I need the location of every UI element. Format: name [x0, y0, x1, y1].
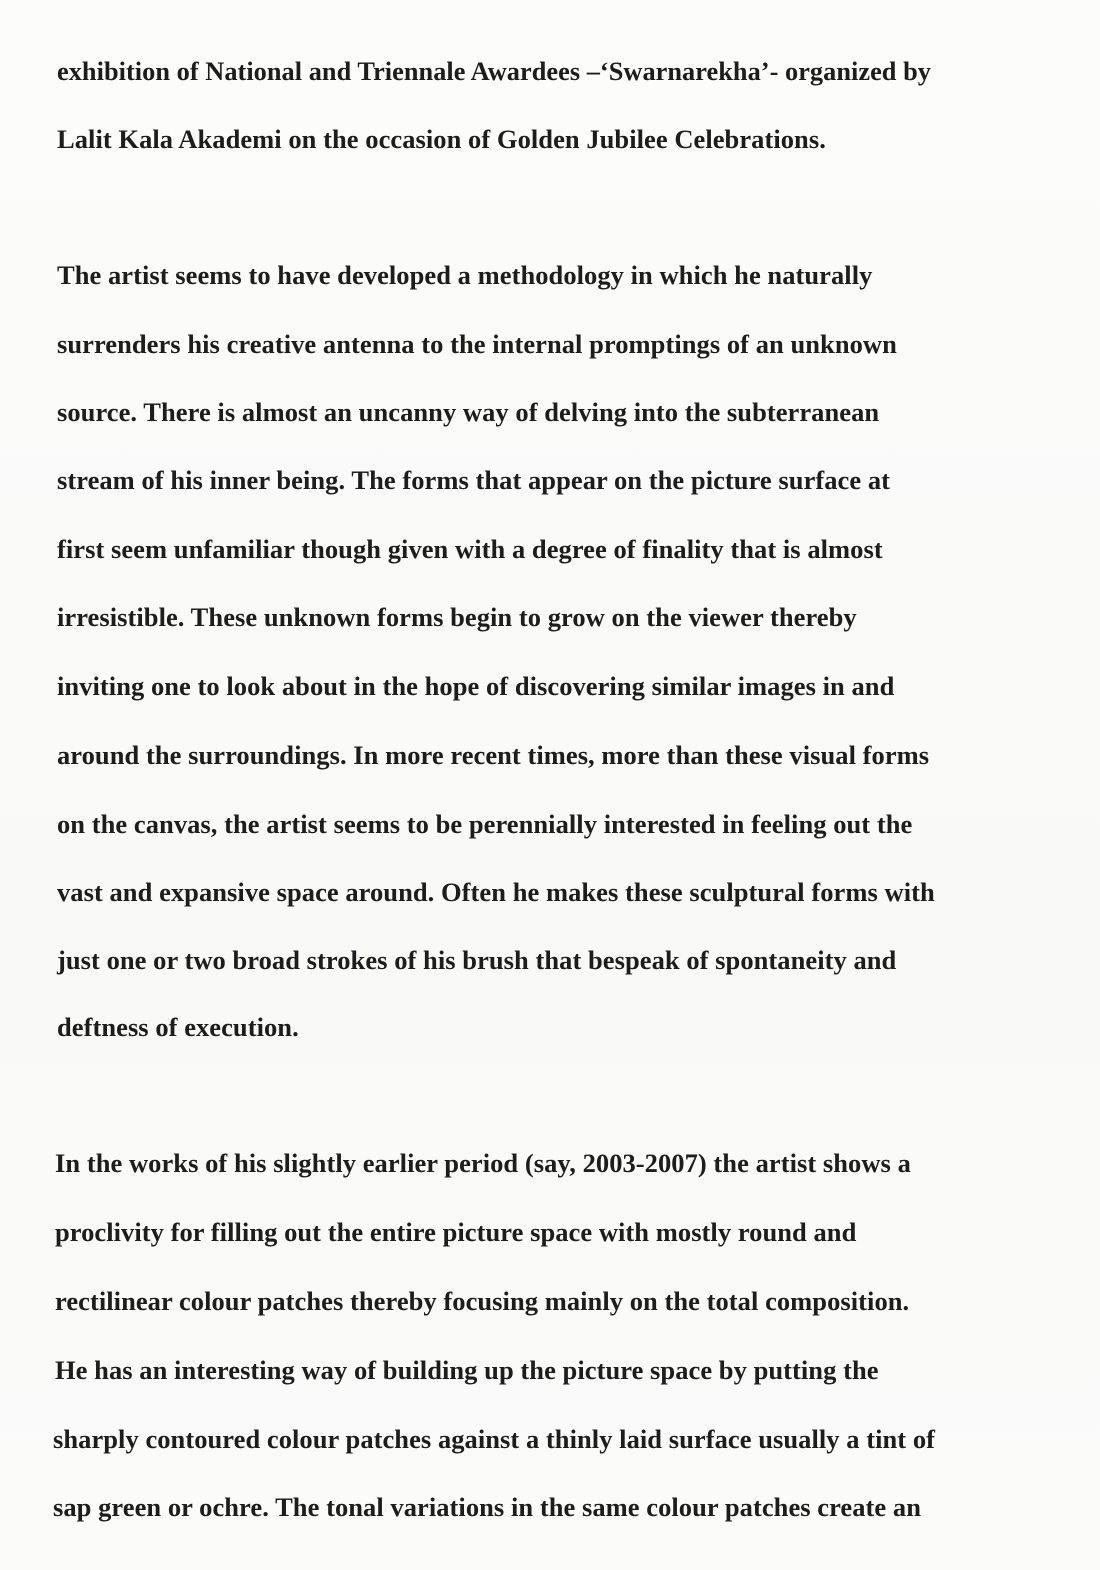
- text-line: He has an interesting way of building up the picture space by putting the: [55, 1355, 879, 1385]
- text-line: rectilinear colour patches thereby focusing mainly on the total composition.: [55, 1286, 910, 1316]
- text-line: surrenders his creative antenna to the internal promptings of an unknown: [57, 329, 897, 359]
- text-line: sharply contoured colour patches against a thinly laid surface usually a tint of: [53, 1424, 936, 1454]
- text-line: inviting one to look about in the hope of discovering similar images in and: [57, 671, 895, 701]
- text-line: first seem unfamiliar though given with a degree of finality that is almost: [57, 534, 883, 564]
- text-line: just one or two broad strokes of his brush that bespeak of spontaneity and: [57, 945, 897, 975]
- text-line: Lalit Kala Akademi on the occasion of Golden Jubilee Celebrations.: [57, 124, 826, 154]
- text-line: proclivity for filling out the entire picture space with mostly round and: [55, 1217, 857, 1247]
- text-line: on the canvas, the artist seems to be perennially interested in feeling out the: [57, 809, 913, 839]
- text-line: vast and expansive space around. Often he makes these sculptural forms with: [57, 877, 935, 907]
- text-line: around the surroundings. In more recent times, more than these visual forms: [57, 740, 930, 770]
- text-line: source. There is almost an uncanny way of delving into the subterranean: [57, 397, 880, 427]
- text-line: In the works of his slightly earlier period (say, 2003-2007) the artist shows a: [55, 1148, 911, 1178]
- text-line: exhibition of National and Triennale Awardees –‘Swarnarekha’- organized by: [57, 57, 931, 86]
- text-line: stream of his inner being. The forms that appear on the picture surface at: [57, 465, 891, 495]
- text-line: sap green or ochre. The tonal variations in the same colour patches create an: [53, 1492, 921, 1522]
- text-line: The artist seems to have developed a methodology in which he naturally: [57, 260, 873, 290]
- text-line: irresistible. These unknown forms begin to grow on the viewer thereby: [57, 602, 857, 632]
- text-line: deftness of execution.: [57, 1012, 299, 1042]
